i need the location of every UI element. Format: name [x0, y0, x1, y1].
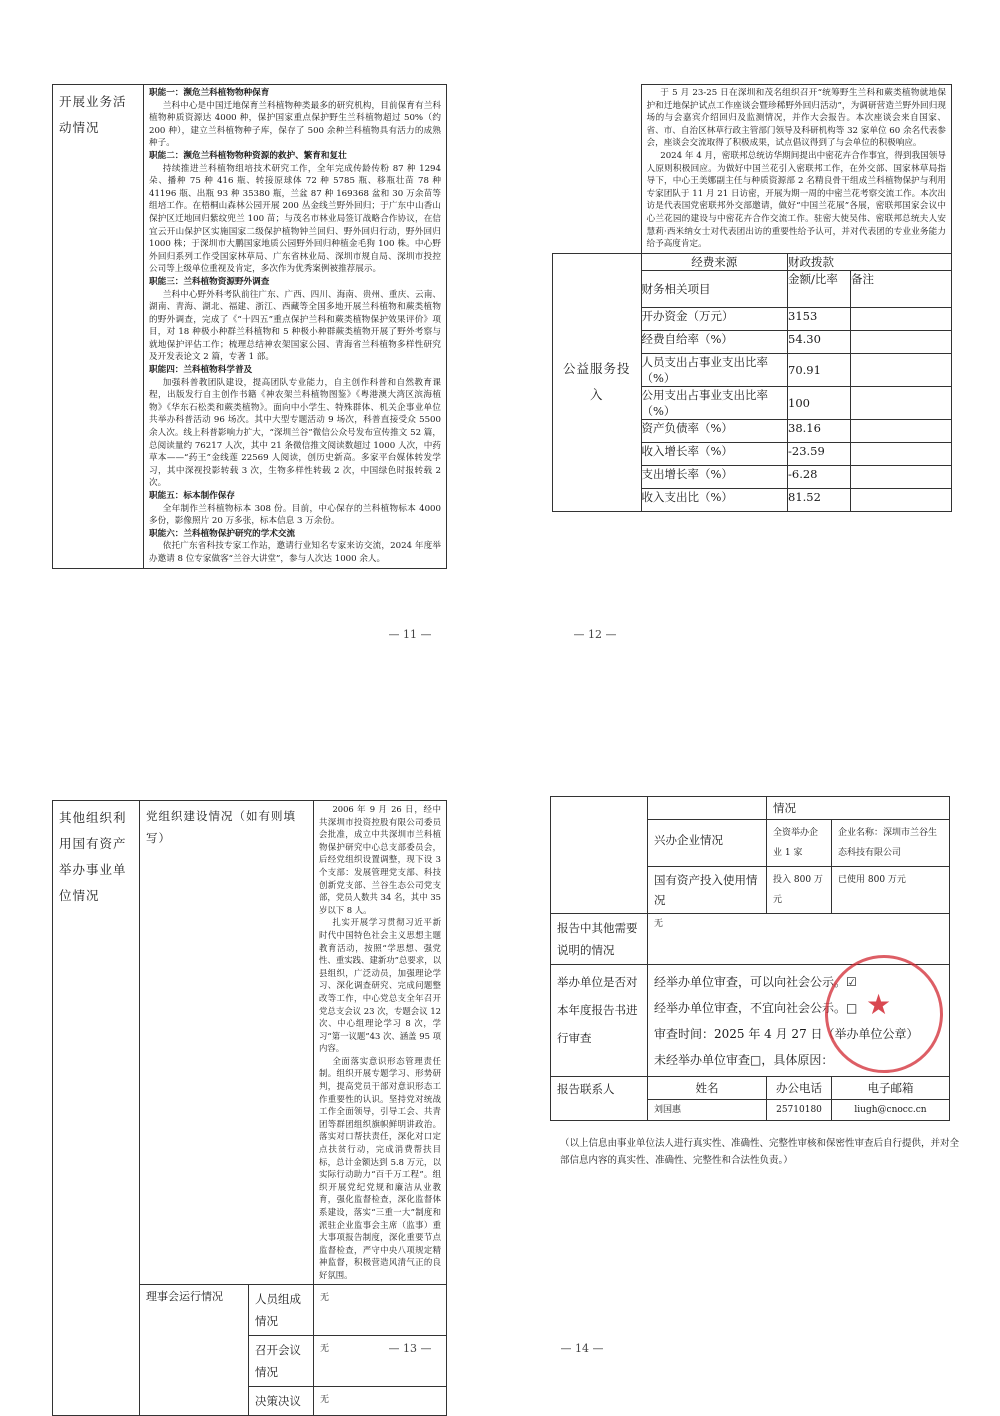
funding-source-value: 财政拨款	[788, 253, 952, 270]
page-number: — 14 —	[560, 1342, 604, 1355]
party-content-cell	[314, 801, 447, 1285]
row-value: -23.59	[788, 442, 851, 465]
business-activity-content-cell	[144, 85, 447, 569]
footnote: （以上信息由事业单位法人进行真实性、准确性、完整性审核和保密性审查后自行提供，并对全部信息内容的真实性、准确性、完整性和合法性负责。）	[560, 1138, 960, 1166]
phone-cell	[767, 1100, 832, 1121]
row-note	[851, 330, 952, 353]
page-number: — 13 —	[388, 1342, 432, 1355]
situation-cell	[767, 797, 950, 820]
asset-label-cell	[648, 867, 767, 914]
party-paragraph: 2006 年 9 月 26 日，经中共深圳市投资控股有限公司委员会批准，成立中共深圳市兰科植物保护研究中心总支部委员会，后经党组织设置调整，现下设 3 个支部：发展管理党支部、科技创新党支部、兰谷生态公司党支部，党员人数共 34 名，其中 35 岁以下 8 人。	[319, 804, 441, 915]
col-phone-header: 办公电话	[776, 1081, 822, 1095]
name-cell	[648, 1100, 767, 1121]
business-activity-content	[144, 85, 446, 568]
asset-value-cell	[767, 867, 832, 914]
party-paragraph: 全面落实意识形态管理责任制。组织开展专题学习、形势研判，提高党员干部对意识形态工作重要性的认识。坚持党对统战工作全面领导，引导工会、共青团等群团组织旗帜鲜明讲政治。落实对口帮扶责任，深化对口定点扶贫行动，完成消费帮扶目标，总计金额达到 5.8 万元，以实际行动助力“百千万工程”。组织开展党纪党规和廉洁从业教育，强化监督检查，深化监督体系建设，落实“三重一大”制度和派驻企业监事会主席（监事）重大事项报告制度，深化重要节点监督检查，严守中央八项规定精神监督，积极营造风清气正的良好氛围。	[319, 1055, 441, 1280]
asset-label: 国有资产投入使用情况	[654, 873, 758, 907]
business-activity-table	[52, 84, 447, 569]
blank-cell	[551, 867, 648, 914]
other-value: 无	[654, 919, 664, 929]
party-label: 党组织建设情况（如有则填写）	[146, 809, 296, 845]
board-item: 召开会议情况	[255, 1342, 301, 1379]
business-activity-label: 开展业务活动情况	[59, 94, 127, 135]
seal-star-icon: ★	[866, 988, 892, 1021]
function-body: 持续推进兰科植物组培技术研究工作，全年完成传龄传粉 87 种 1294 朵、播种 75 种 416 瓶、转接原球体 72 种 5785 瓶、移瓶壮苗 78 种 41196 瓶、出瓶 93 种 35380 瓶，兰盆 87 种 169368 盆和 30 万余苗等组培工作。在梧桐山森林公园开展 200 丛金线兰野外回归；于广东中山香山保护区迁地回归紫纹兜兰 100 苗；与茂名市林业局签订战略合作协议，在信宜云开山保护区实施国家二级保护植物钟兰回归、野外回归行动，野外回归 1000 株；于深圳市大鹏国家地质公园野外回归种植金毛狗 100 株。中心野外回归系列工作受国家林草局、广东省林业局、深圳市规自局、深圳市投控公司等上级单位重视及肯定，多次作为优秀案例被推荐展示。	[149, 163, 441, 275]
review-label: 举办单位是否对本年度报告书进行审查	[557, 975, 638, 1045]
contact-name: 刘国惠	[654, 1105, 682, 1115]
row-note	[851, 465, 952, 488]
asset-used-cell	[832, 867, 950, 914]
row-value: 81.52	[788, 488, 851, 511]
function-title: 职能六：兰科植物保护研究的学术交流	[149, 528, 296, 539]
review-line-not-reviewed: 未经举办单位审查□，具体原因：	[654, 1053, 834, 1067]
row-note	[851, 307, 952, 330]
other-label: 报告中其他需要说明的情况	[557, 921, 638, 957]
enterprise-name-cell	[832, 820, 950, 867]
other-org-label: 其他组织利用国有资产举办事业单位情况	[59, 810, 127, 903]
board-value: 无	[320, 1292, 330, 1303]
asset-value: 投入 800 万元	[773, 875, 823, 905]
page-11	[40, 70, 460, 670]
row-note	[851, 353, 952, 386]
other-org-table	[52, 800, 447, 1416]
intro-paragraph: 2024 年 4 月，密联邦总统访华期间提出中密花卉合作事宜，得到我国领导人原则积极回应。为做好中国兰花引入密联邦工作，在外交部、国家林草局指导下，中心王美娜副主任与种质资源部 2 名精良骨干组成兰科植物保护与利用专家团队于 11 月 21 日访密，开展为期一周的中密兰花考察交流工作。本次出访是代表国党密联邦外交部邀请，做好“中国兰花展”各展，密联邦国家会议中心兰花园的建设与中密花卉合作交流工作。驻密大使吴伟、密联邦总统夫人安慧莉·西米纳女士对代表团出访的重要性给予认可，并对代表团的专业业务能力给予高度肯定。	[646, 150, 946, 250]
contact-phone: 25710180	[776, 1105, 822, 1115]
board-item: 决策决议	[255, 1393, 301, 1408]
row-item: 开办资金（万元）	[641, 307, 788, 330]
row-note	[851, 442, 952, 465]
contact-email: liugh@cnocc.cn	[854, 1105, 927, 1115]
funding-source-label: 经费来源	[641, 253, 788, 270]
board-value: 无	[320, 1394, 330, 1405]
party-content	[314, 801, 446, 1284]
row-value: -6.28	[788, 465, 851, 488]
col-item-header: 财务相关项目	[641, 270, 788, 307]
page-number: — 11 —	[388, 628, 432, 641]
col-email-cell	[832, 1077, 950, 1100]
blank-cell	[553, 85, 642, 254]
col-name-header: 姓名	[695, 1081, 719, 1095]
situation-label: 情况	[773, 801, 796, 815]
contact-label-cell	[551, 1077, 648, 1121]
enterprise-label: 兴办企业情况	[654, 833, 723, 847]
public-service-label-cell	[553, 253, 642, 511]
blank-cell	[551, 820, 648, 867]
page-13	[40, 780, 460, 1408]
intro-text	[642, 85, 952, 253]
function-title: 职能一：濒危兰科植物物种保育	[149, 88, 270, 98]
enterprise-value: 全资举办企业 1 家	[773, 828, 819, 858]
col-email-header: 电子邮箱	[867, 1081, 914, 1095]
row-item: 资产负债率（%）	[641, 419, 788, 442]
enterprise-value-cell	[767, 820, 832, 867]
col-note-header: 备注	[851, 270, 952, 307]
function-title: 职能二：濒危兰科植物物种资源的救护、繁育和复壮	[149, 150, 347, 161]
board-item-cell	[249, 1335, 314, 1386]
board-item: 人员组成情况	[255, 1291, 301, 1328]
function-body: 依托广东省科技专家工作站，邀请行业知名专家来访交流，2024 年度举办邀请 8 位专家做客“兰谷大讲堂”，参与人次达 1000 余人。	[149, 541, 441, 564]
row-item: 公用支出占事业支出比率（%）	[641, 386, 788, 419]
board-value: 无	[320, 1343, 330, 1354]
function-body: 全年制作兰科植物标本 308 份。目前，中心保存的兰科植物标本 4000 多份，影像照片 20 万多张，标本信息 3 万余份。	[149, 503, 441, 527]
party-label-cell	[140, 801, 314, 1285]
enterprise-label-cell	[648, 820, 767, 867]
board-value-cell	[314, 1284, 447, 1335]
enterprise-name: 企业名称：深圳市兰谷生态科技有限公司	[838, 828, 938, 858]
row-value: 70.91	[788, 353, 851, 386]
board-item-cell	[249, 1284, 314, 1335]
row-item: 支出增长率（%）	[641, 465, 788, 488]
board-label-cell	[140, 1284, 249, 1415]
row-value: 100	[788, 386, 851, 419]
business-activity-label-cell	[53, 85, 144, 569]
other-value-cell	[648, 914, 950, 965]
review-line-public: 经举办单位审查，可以向社会公示。☑	[654, 975, 857, 989]
blank-cell	[551, 797, 648, 820]
col-name-cell	[648, 1077, 767, 1100]
row-value: 54.30	[788, 330, 851, 353]
row-item: 经费自给率（%）	[641, 330, 788, 353]
review-line-not-public: 经举办单位审查，不宜向社会公示。□	[654, 1001, 858, 1015]
page-12	[540, 70, 970, 670]
function-body: 兰科中心野外科考队前往广东、广西、四川、海南、贵州、重庆、云南、湖南、青海、湖北、福建、浙江、西藏等全国多地开展兰科植物和蕨类植物的野外调查，完成了《“十四五”重点保护兰科和蕨类植物保护效果评价》项目，对 18 种极小种群兰科植物和 5 种极小种群蕨类植物开展了野外考察与就地保护评估工作；梳理总结神农架国家公园、青海省兰科植物多样性研究及开发表论文 2 篇，专著 1 部。	[149, 289, 441, 363]
function-title: 职能五：标本制作保存	[149, 491, 235, 501]
asset-used: 已使用 800 万元	[838, 875, 906, 885]
page-number: — 12 —	[573, 628, 617, 641]
page-14	[540, 780, 970, 1380]
row-value: 38.16	[788, 419, 851, 442]
email-cell	[832, 1100, 950, 1121]
col-phone-cell	[767, 1077, 832, 1100]
other-label-cell	[551, 914, 648, 965]
row-item: 收入增长率（%）	[641, 442, 788, 465]
party-paragraph: 扎实开展学习贯彻习近平新时代中国特色社会主义思想主题教育活动，按照“学思想、强党性、重实践、建新功”总要求，以县组织，广泛动员，加强理论学习、深化调查研究、完成问题整改等工作，中心党总支全年召开党总支会议 23 次，专题会议 12 次、中心组理论学习 8 次，学习“第一议题”43 次、涵盖 95 项内容。	[319, 917, 441, 1054]
intro-paragraph: 于 5 月 23-25 日在深圳和茂名组织召开“统筹野生兰科和蕨类植物就地保护和迁地保护试点工作座谈会暨珍稀野外回归活动”，为调研营造兰野外回归现场的与会嘉宾介绍回归及监测情况，并作大会报告。本次座谈会来自国家、省、市、自治区林草行政主管部门领导及科研机构等 32 家单位 60 余名代表参会，座谈会交流取得了积极成果，试点倡议得到了与会单位的积极响应。	[646, 88, 946, 149]
function-title: 职能三：兰科植物资源野外调查	[149, 276, 270, 287]
row-value: 3153	[788, 307, 851, 330]
row-note	[851, 419, 952, 442]
contact-label: 报告联系人	[557, 1082, 615, 1096]
review-label-cell	[551, 965, 648, 1077]
row-item: 收入支出比（%）	[641, 488, 788, 511]
row-note	[851, 488, 952, 511]
blank-cell	[648, 797, 767, 820]
public-service-label: 公益服务投入	[562, 361, 631, 403]
public-service-table	[552, 84, 952, 512]
col-amount-header: 金额/比率	[788, 270, 851, 307]
row-item: 人员支出占事业支出比率（%）	[641, 353, 788, 386]
function-body: 兰科中心是中国迁地保育兰科植物种类最多的研究机构，目前保育有兰科植物种质资源达 4000 种，保护国家重点保护野生兰科植物超过 50%（约 200 种），建立兰科植物种子库，保存了 500 余种兰科植物具有活力的成熟种子。	[149, 100, 441, 149]
function-title: 职能四：兰科植物科学普及	[149, 365, 253, 376]
intro-cell	[641, 85, 952, 254]
other-org-label-cell	[53, 801, 140, 1416]
review-line-date: 审查时间：2025 年 4 月 27 日（举办单位公章）	[654, 1027, 919, 1041]
board-label: 理事会运行情况	[146, 1289, 223, 1303]
function-body: 加强科普教团队建设，提高团队专业能力，自主创作科普和自然教育课程，出版发行自主创作书籍《神农架兰科植物图鉴》《粤港澳大湾区滨海植物》《华东石松类和蕨类植物》。面向中小学生、特殊群体、机关企事业单位共举办科普活动 96 场次。其中大型专题活动 9 场次，科普直接受众 5500 余人次。线上科普影响力扩大，“深圳兰谷”微信公众号发布宣传推文 52 篇，总阅读量约 76217 人次，其中 21 条微信推文阅读数超过 1000 人次，中药草本——“药王”金线莲 22569 人阅读，创历史新高。多家平台媒体转发学习，其中深视投影转载 3 次，生物多样性转载 2 次，中国绿色时报转载 2 次。	[149, 377, 441, 489]
row-note	[851, 386, 952, 419]
